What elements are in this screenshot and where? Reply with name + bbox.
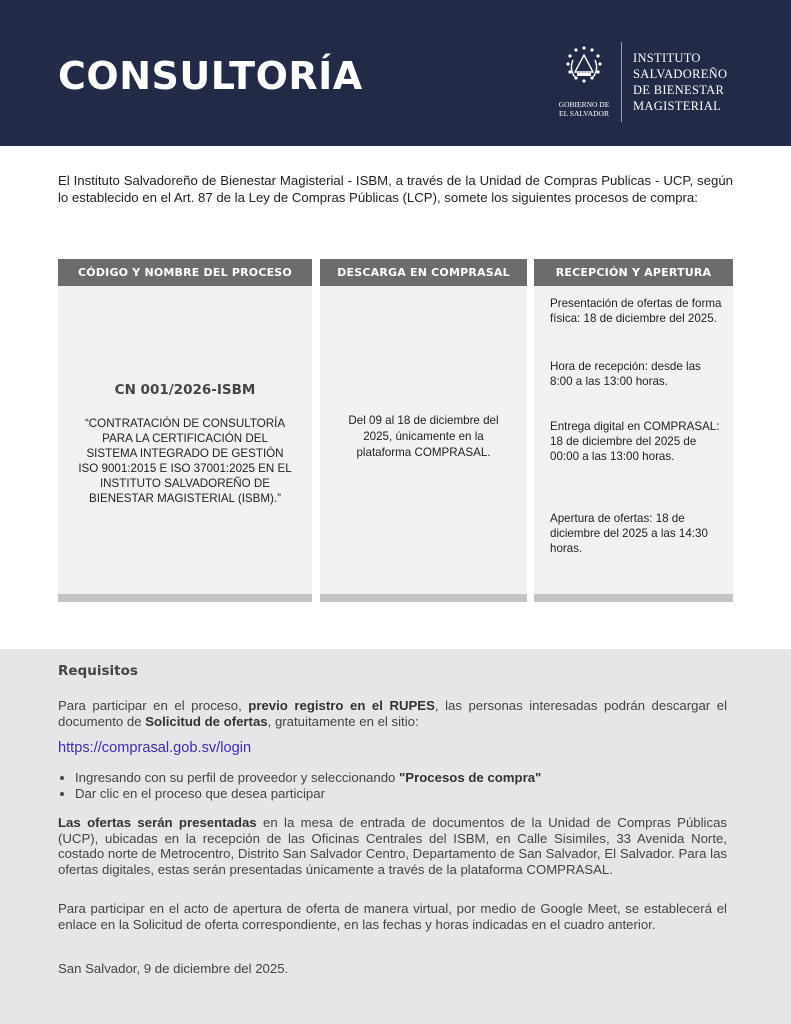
- header-banner: [0, 0, 791, 146]
- process-code: CN 001/2026-ISBM: [114, 382, 256, 398]
- institution-line: SALVADOREÑO: [633, 67, 728, 81]
- table-column-reception: [534, 259, 733, 602]
- reception-hours: Hora de recepción: desde las 8:00 a las 13:00 horas.: [550, 360, 701, 388]
- offers-paragraph: [58, 815, 727, 877]
- offers-emphasis: Las ofertas serán presentadas: [58, 815, 257, 830]
- requirements-title: Requisitos: [58, 663, 138, 679]
- institution-name: [633, 50, 783, 114]
- requirements-paragraph: [58, 698, 727, 729]
- reception-digital: Entrega digital en COMPRASAL: 18 de diciembre del 2025 de 00:00 a las 13:00 horas.: [550, 420, 720, 463]
- intro-paragraph: El Instituto Salvadoreño de Bienestar Magisterial - ISBM, a través de la Unidad de Compras Publicas - UCP, según lo establecido en el Art. 87 de la Ley de Compras Públicas (LCP), somete los siguientes procesos de compra:: [58, 173, 733, 205]
- government-caption-line: EL SALVADOR: [559, 109, 609, 118]
- text: Para participar en el proceso,: [58, 698, 249, 713]
- closing-date: San Salvador, 9 de diciembre del 2025.: [58, 961, 289, 976]
- column-header: CÓDIGO Y NOMBRE DEL PROCESO: [58, 259, 312, 286]
- virtual-opening-paragraph: Para participar en el acto de apertura de oferta de manera virtual, por medio de Google Meet, se establecerá el enlace en la Solicitud de oferta correspondiente, en las fechas y horas indicadas en el cuadro anterior.: [58, 901, 727, 932]
- column-header: RECEPCIÓN Y APERTURA: [534, 259, 733, 286]
- list-item: • Dar clic en el proceso que desea participar: [75, 786, 541, 802]
- institution-line: MAGISTERIAL: [633, 99, 722, 113]
- opening-date: Apertura de ofertas: 18 de diciembre del 2025 a las 14:30 horas.: [550, 512, 708, 555]
- table-column-process: [58, 259, 312, 602]
- government-caption: [548, 100, 620, 118]
- process-name: “CONTRATACIÓN DE CONSULTORÍA PARA LA CERTIFICACIÓN DEL SISTEMA INTEGRADO DE GESTIÓN ISO 9001:2015 E ISO 37001:2025 EN EL INSTITUTO SALVADOREÑO DE BIENESTAR MAGISTERIAL (ISBM).”: [78, 417, 292, 505]
- column-footer-bar: [58, 594, 312, 602]
- institution-line: DE BIENESTAR: [633, 83, 725, 97]
- government-caption-line: GOBIERNO DE: [558, 100, 610, 109]
- text: en la mesa de entrada de documentos de la Unidad de Compras Públicas (UCP), ubicadas en la recepción de las Oficinas Centrales del ISBM, en Calle Sisimiles, 33 Avenida Norte, costado norte de Metrocentro, Distrito San Salvador Centro, Departamento de San Salvador, El Salvador. Para las ofertas digitales, estas serán presentadas únicamente a través de la plataforma COMPRASAL.: [58, 815, 728, 877]
- comprasal-link[interactable]: https://comprasal.gob.sv/login: [58, 740, 252, 756]
- column-footer-bar: [534, 594, 733, 602]
- header-divider: [621, 42, 622, 122]
- column-body: [320, 286, 527, 594]
- column-body: [58, 286, 312, 594]
- page-title: CONSULTORÍA: [58, 54, 363, 98]
- text: , gratuitamente en el sitio:: [267, 713, 419, 729]
- institution-line: INSTITUTO: [633, 51, 701, 65]
- rupes-emphasis: previo registro en el RUPES: [248, 698, 435, 713]
- column-header: DESCARGA EN COMPRASAL: [320, 259, 527, 286]
- table-column-download: [320, 259, 527, 602]
- text: , las personas interesadas podrán descargar el documento de: [58, 698, 727, 729]
- steps-list: [58, 770, 541, 801]
- solicitud-emphasis: Solicitud de ofertas: [145, 713, 268, 729]
- text: Ingresando con su perfil de proveedor y seleccionando: [75, 770, 400, 785]
- column-body: [534, 286, 733, 594]
- procesos-emphasis: "Procesos de compra": [399, 770, 542, 785]
- download-period: Del 09 al 18 de diciembre del 2025, únicamente en la plataforma COMPRASAL.: [348, 414, 499, 459]
- list-item: [75, 770, 541, 786]
- column-footer-bar: [320, 594, 527, 602]
- reception-physical: Presentación de ofertas de forma física: 18 de diciembre del 2025.: [550, 297, 722, 325]
